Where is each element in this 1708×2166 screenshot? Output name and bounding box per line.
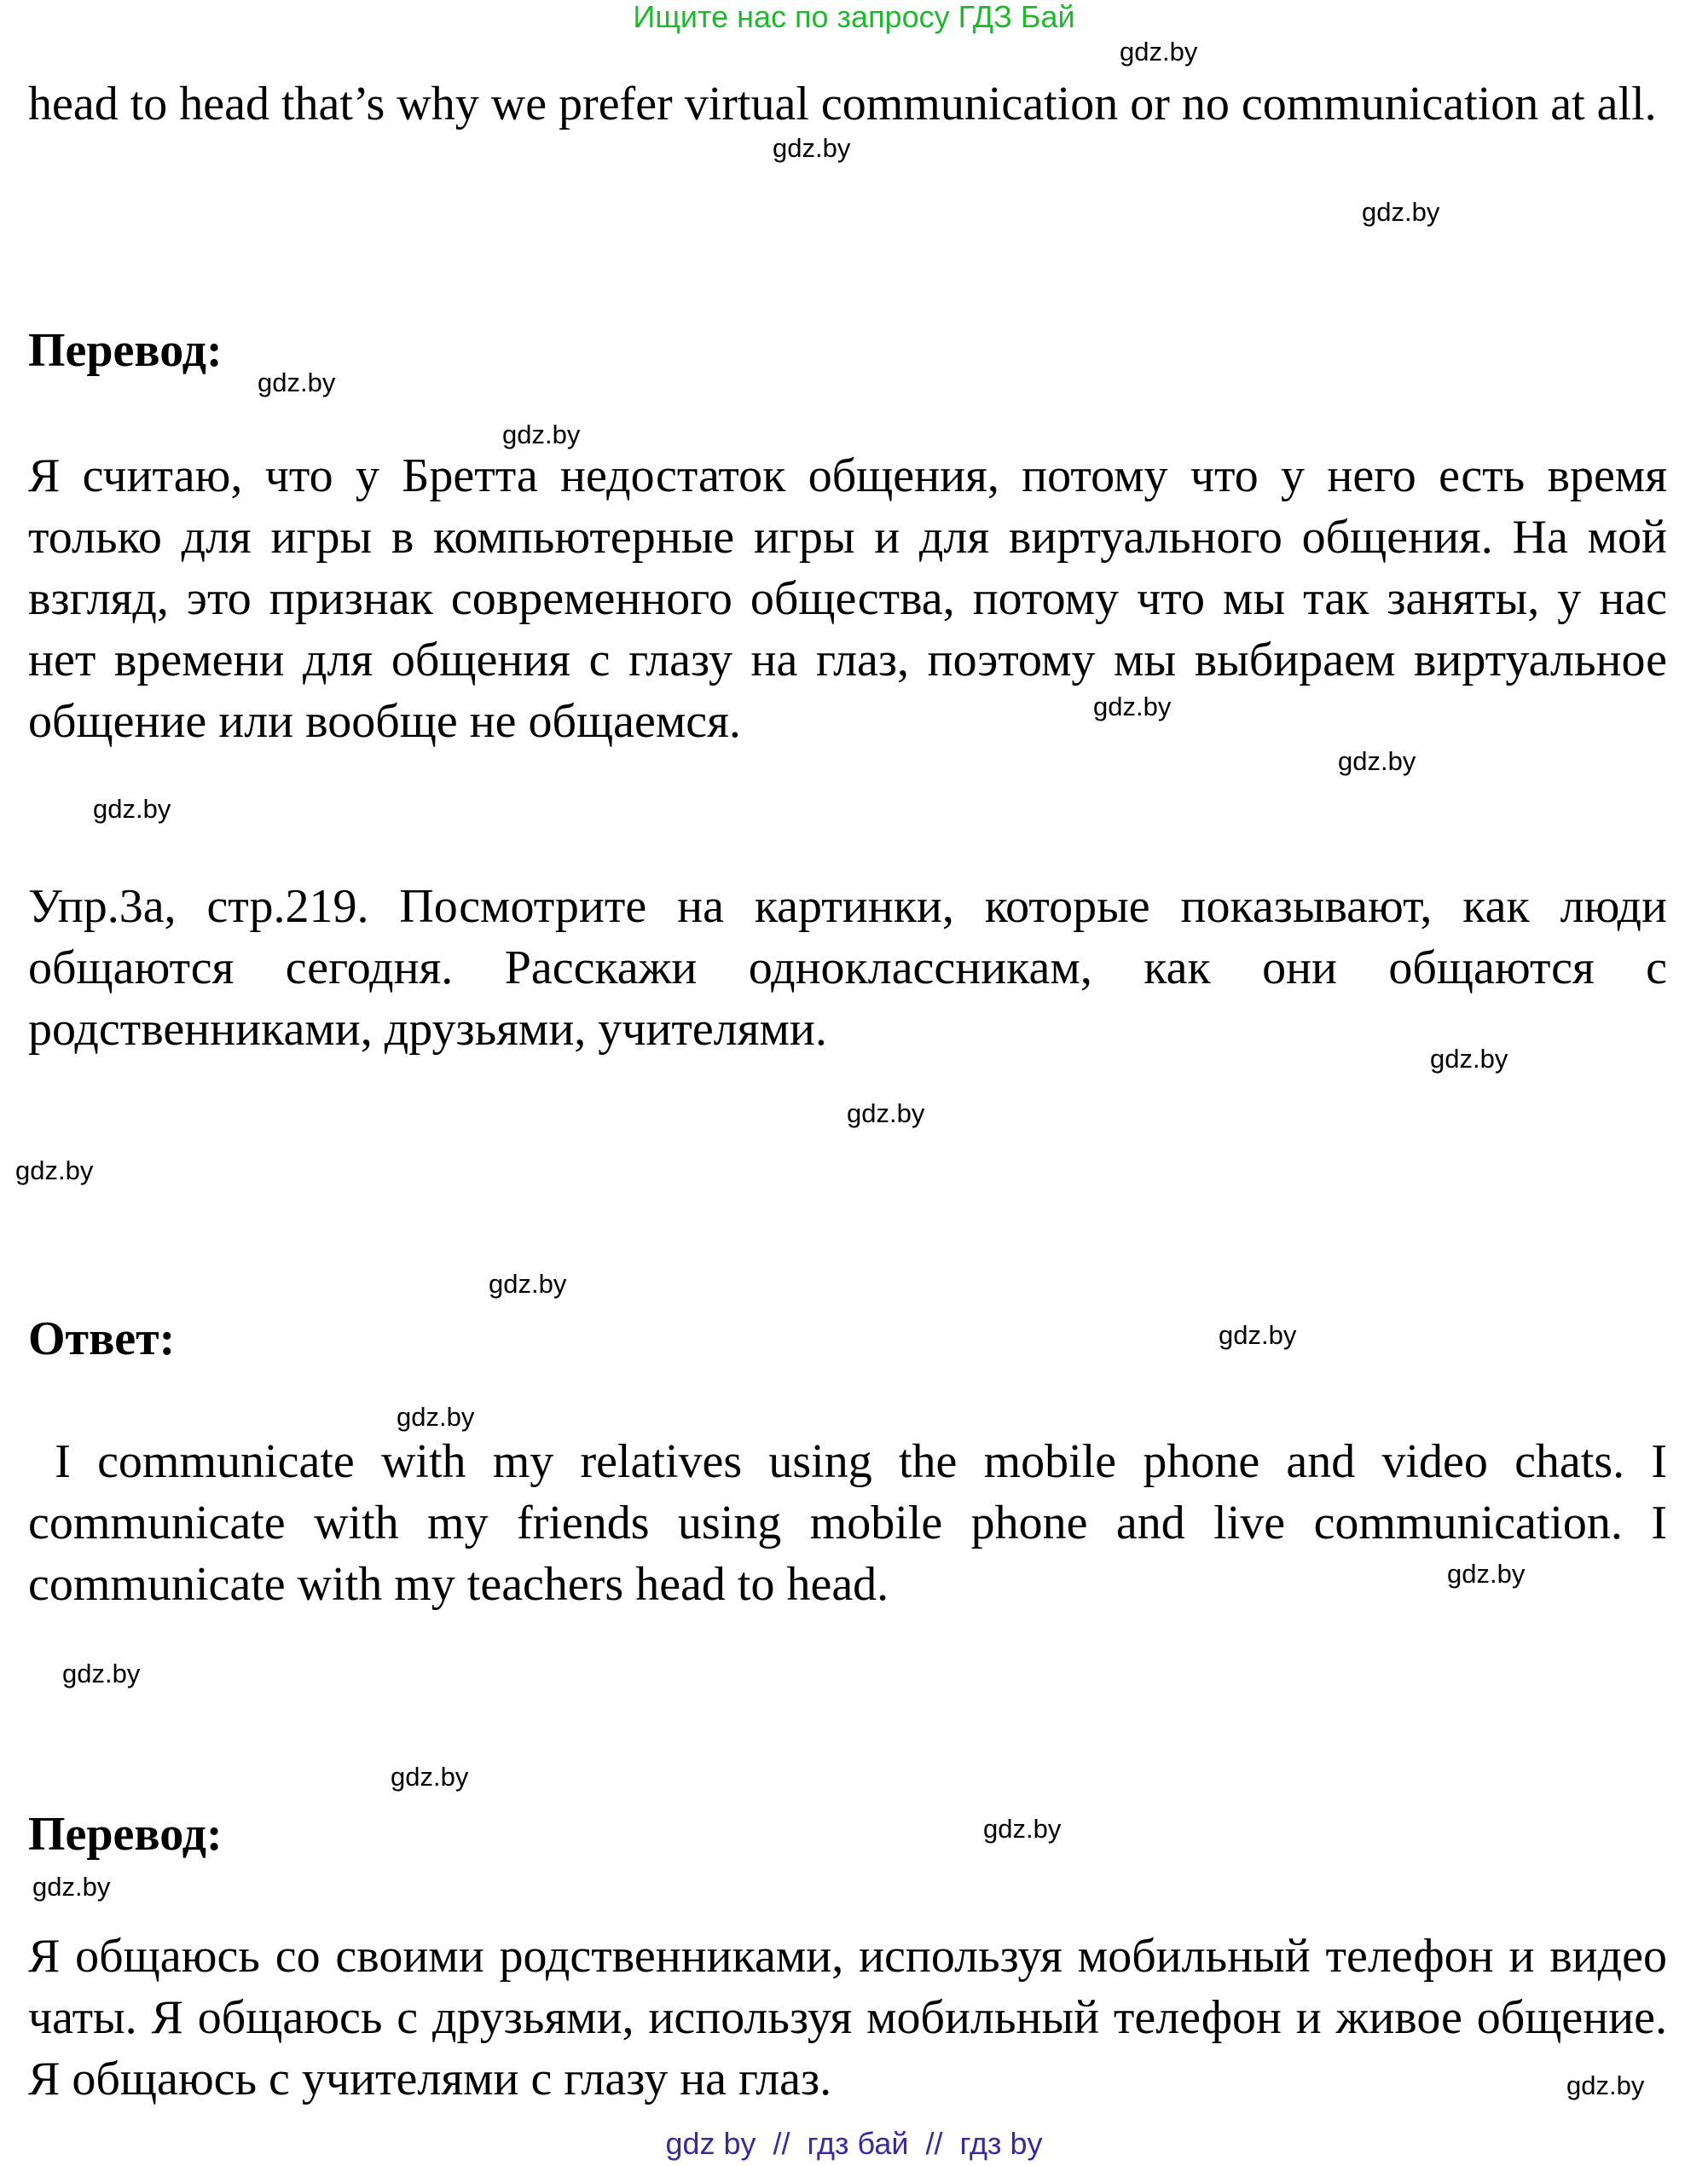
exercise-prompt: Упр.3а, стр.219. Посмотрите на картинки, которые показывают, как люди общаются сегодня. Расскажи одноклассникам, как они общаются с родственниками, друзьями, учителями.	[28, 880, 1667, 1056]
watermark: gdz.by	[1338, 746, 1416, 776]
translation-heading-1: Перевод:	[28, 324, 223, 377]
watermark: gdz.by	[1093, 692, 1172, 721]
top-banner: Ищите нас по запросу ГДЗ Бай	[633, 0, 1075, 34]
watermark: gdz.by	[1566, 2070, 1645, 2100]
answer-paragraph: I communicate with my relatives using the mobile phone and video chats. I communicate with my friends using mobile phone and live communication. I communicate with my teachers head to head.	[28, 1435, 1679, 1611]
watermark: gdz.by	[1362, 197, 1440, 227]
watermark: gdz.by	[62, 1659, 141, 1688]
russian-translation-paragraph-1: Я считаю, что у Бретта недостаток общения, потому что у него есть время только для игры в компьютерные игры и для виртуального общения. На мой взгляд, это признак современного общества, потому что мы так заняты, у нас нет времени для общения с глазу на глаз, поэтому мы выбираем виртуальное общение или вообще не общаемся.	[28, 449, 1667, 748]
watermark: gdz.by	[847, 1098, 925, 1128]
watermark: gdz.by	[983, 1814, 1062, 1844]
watermark: gdz.by	[502, 420, 581, 449]
watermark: gdz.by	[32, 1872, 111, 1902]
watermark: gdz.by	[258, 368, 336, 397]
watermark: gdz.by	[1430, 1044, 1508, 1074]
english-paragraph-continued: head to head that’s why we prefer virtual communication or no communication at all.	[28, 78, 1657, 130]
translation-heading-2: Перевод:	[28, 1808, 223, 1861]
answer-heading: Ответ:	[28, 1312, 176, 1365]
russian-translation-paragraph-2: Я общаюсь со своими родственниками, используя мобильный телефон и видео чаты. Я общаюсь с друзьями, используя мобильный телефон и живое общение. Я общаюсь с учителями с глазу на глаз.	[28, 1930, 1667, 2105]
watermark: gdz.by	[489, 1269, 567, 1299]
footer-links: gdz by // гдз бай // гдз by	[665, 2126, 1043, 2161]
watermark: gdz.by	[773, 133, 851, 163]
watermark: gdz.by	[1120, 37, 1198, 67]
watermark: gdz.by	[93, 794, 171, 824]
watermark: gdz.by	[397, 1402, 475, 1432]
watermark: gdz.by	[15, 1155, 94, 1185]
watermark: gdz.by	[1447, 1559, 1526, 1589]
watermark: gdz.by	[391, 1762, 469, 1792]
watermark: gdz.by	[1219, 1320, 1297, 1350]
